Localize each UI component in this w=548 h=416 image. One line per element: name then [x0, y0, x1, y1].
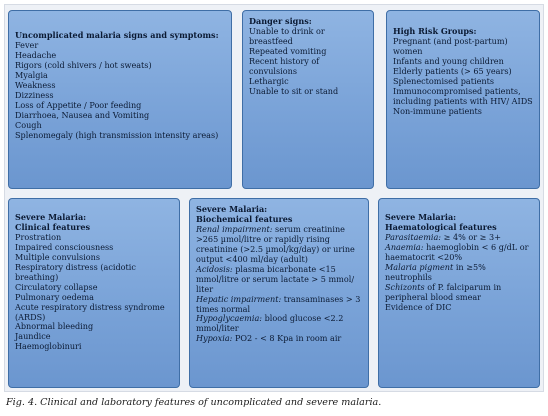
list-item: Jaundice	[15, 331, 51, 342]
figure-caption: Fig. 4. Clinical and laboratory features of uncomplicated and severe malaria.	[6, 397, 382, 408]
list-item	[385, 263, 533, 283]
uncomplicated-list	[15, 41, 225, 141]
uncomplicated-title: Uncomplicated malaria signs and symptoms:	[15, 30, 219, 40]
list-item: Headache	[15, 49, 57, 60]
haematological-title-line1: Severe Malaria:	[385, 212, 457, 222]
uncomplicated-malaria-box	[8, 10, 232, 189]
haematological-list	[385, 233, 533, 313]
item-text: in ≥5% neutrophils	[385, 261, 486, 282]
list-item: Unable to drink or breastfeed	[249, 25, 325, 46]
item-term: Acidosis:	[196, 263, 233, 274]
biochemical-features-box	[189, 198, 369, 388]
item-term: Hepatic impairment:	[196, 293, 282, 304]
list-item: Multiple convulsions	[15, 251, 101, 262]
high-risk-list	[393, 37, 533, 117]
haematological-features-box	[378, 198, 540, 388]
biochemical-title-line2: Biochemical features	[196, 213, 293, 224]
list-item: Myalgia	[15, 69, 48, 80]
list-item: Dizziness	[15, 89, 54, 100]
high-risk-groups-box	[386, 10, 540, 189]
item-term: Schizonts	[385, 281, 425, 292]
item-text: serum creatinine >265 µmol/litre or rapidly rising creatinine (>2.5 µmol/kg/day) or urine output <400 ml/day (adult)	[196, 223, 355, 264]
clinical-list	[15, 233, 173, 352]
haematological-title-line2: Haematological features	[385, 221, 497, 232]
list-item: Circulatory collapse	[15, 281, 98, 292]
list-item: Weakness	[15, 79, 56, 90]
list-item	[196, 295, 362, 315]
item-text: Evidence of DIC	[385, 301, 452, 312]
list-item: Infants and young children	[393, 55, 504, 66]
clinical-features-box	[8, 198, 180, 388]
high-risk-title: High Risk Groups:	[393, 26, 477, 36]
biochemical-list	[196, 225, 362, 344]
list-item	[196, 314, 362, 334]
list-item	[385, 303, 533, 313]
item-term: Malaria pigment	[385, 261, 454, 272]
clinical-title-line1: Severe Malaria:	[15, 212, 87, 222]
list-item: Splenectomised patients	[393, 75, 494, 86]
list-item: Cough	[15, 119, 42, 130]
item-term: Renal impairment:	[196, 223, 273, 234]
list-item: Pregnant (and post-partum) women	[393, 35, 508, 56]
list-item: Recent history of convulsions	[249, 55, 320, 76]
list-item: Acute respiratory distress syndrome (ARDS)	[15, 301, 165, 322]
list-item	[385, 243, 533, 263]
item-text: blood glucose <2.2 mmol/liter	[196, 313, 344, 334]
item-text: ≥ 4% or ≥ 3+	[441, 231, 501, 242]
list-item: Fever	[15, 39, 39, 50]
item-term: Hypoglycaemia:	[196, 313, 262, 324]
item-term: Parasitaemia:	[385, 231, 442, 242]
list-item	[196, 265, 362, 295]
list-item: Prostration	[15, 231, 62, 242]
list-item: Respiratory distress (acidotic breathing)	[15, 261, 136, 282]
item-term: Hypoxia:	[196, 333, 233, 344]
list-item: Rigors (cold shivers / hot sweats)	[15, 59, 152, 70]
danger-signs-title: Danger signs:	[249, 16, 312, 26]
list-item	[385, 283, 533, 303]
list-item: Impaired consciousness	[15, 241, 114, 252]
list-item: Splenomegaly (high transmission intensity areas)	[15, 129, 219, 140]
list-item: Lethargic	[249, 75, 289, 86]
list-item: Repeated vomiting	[249, 45, 327, 56]
list-item: Unable to sit or stand	[249, 85, 339, 96]
item-text: plasma bicarbonate <15 mmol/litre or serum lactate > 5 mmol/ liter	[196, 263, 355, 294]
list-item: Diarrhoea, Nausea and Vomiting	[15, 109, 150, 120]
danger-signs-list	[249, 27, 367, 97]
list-item: Pulmonary oedema	[15, 291, 94, 302]
list-item: Loss of Appetite / Poor feeding	[15, 99, 142, 110]
biochemical-title-line1: Severe Malaria:	[196, 204, 268, 214]
item-text: of P. falciparum in peripheral blood smear	[385, 281, 502, 302]
item-text: haemoglobin < 6 g/dL or haematocrit <20%	[385, 241, 529, 262]
list-item: Non-immune patients	[393, 105, 482, 116]
list-item	[196, 334, 362, 344]
item-term: Anaemia:	[385, 241, 424, 252]
list-item	[196, 225, 362, 265]
danger-signs-box	[242, 10, 374, 189]
list-item: Elderly patients (> 65 years)	[393, 65, 512, 76]
list-item: Immunocompromised patients, including patients with HIV/ AIDS	[393, 85, 533, 106]
list-item: Abnormal bleeding	[15, 321, 94, 332]
list-item: Haemoglobinuri	[15, 341, 82, 352]
item-text: PO2 - < 8 Kpa in room air	[232, 333, 342, 344]
item-text: transaminases > 3 times normal	[196, 293, 361, 314]
clinical-title-line2: Clinical features	[15, 221, 91, 232]
